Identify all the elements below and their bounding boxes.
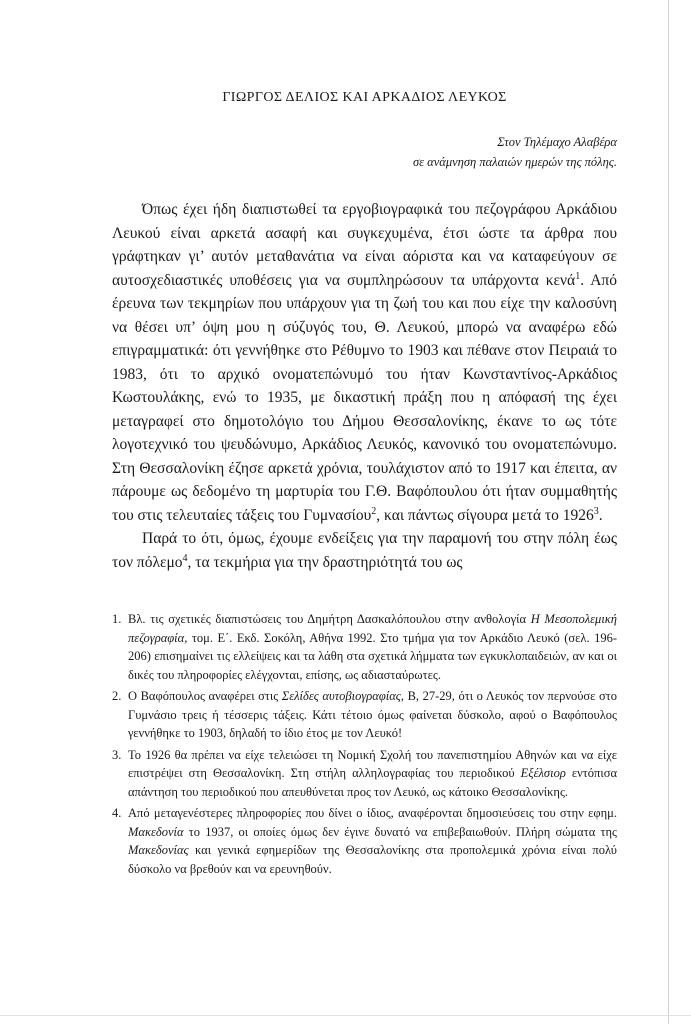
- paragraph-1-part-a: Όπως έχει ήδη διαπιστωθεί τα εργοβιογραφικά του πεζογράφου Αρκάδιου Λευκού είναι αρκετά ασαφή και συγκεχυμένα, έτσι ώστε τα άρθρα που γράφτηκαν γι’ αυτόν μεταθανάτια να είναι αόριστα και να καταφεύγουν σε αυτοσχεδιαστικές υποθέσεις για να συμπληρώσουν τα υπάρχοντα κενά: [112, 201, 617, 289]
- dedication: [112, 132, 617, 172]
- page-edge-bottom: [0, 1015, 691, 1016]
- running-header: ΓΙΩΡΓΟΣ ΔΕΛΙΟΣ ΚΑΙ ΑΡΚΑΔΙΟΣ ΛΕΥΚΟΣ: [222, 90, 507, 105]
- footnote-text: και γενικά εφημερίδων της Θεσσαλονίκης στα προπολεμικά χρόνια είναι πολύ δύσκολο να βρεθούν και να ερευνηθούν.: [128, 843, 617, 876]
- footnote-text: , τομ. Ε΄. Εκδ. Σοκόλη, Αθήνα 1992. Στο τμήμα για τον Αρκάδιο Λευκό (σελ. 196-206) επισημαίνει τις ελλείψεις και τα λάθη στα σχετικά λήμματα των εγκυκλοπαιδειών, αν και οι δικές του πληροφορίες ελέγχονται, επίσης, ως αδιασταύρωτες.: [128, 630, 617, 682]
- footnotes: [112, 610, 617, 878]
- footnote-text: , Β, 27-29, ότι ο Λευκός τον περνούσε στο Γυμνάσιο τρεις ή τέσσερις τάξεις. Κάτι τέτοιο όμως φαίνεται δύσκολο, αφού ο Βαφόπουλος γεννήθηκε το 1903, δηλαδή το ίδιο έτος με τον Λευκό!: [128, 689, 617, 740]
- footnote-ref-4: 4: [182, 552, 188, 564]
- footnote-text: Το 1926 θα πρέπει να είχε τελειώσει τη Νομική Σχολή του πανεπιστημίου Αθηνών και να είχε επιστρέψει στη Θεσσαλονίκη. Στη στήλη αλληλογραφίας του περιοδικού: [128, 747, 617, 780]
- body-text: [112, 198, 617, 574]
- footnote-italic: Σελίδες αυτοβιογραφίας: [281, 689, 401, 703]
- footnote-number: 3.: [112, 747, 122, 762]
- footnote-text: εντόπισα απάντηση του περιοδικού που απευθύνεται προς τον Λευκό, ως κάτοικο Θεσσαλονίκης.: [128, 766, 618, 799]
- page-edge-right: [668, 0, 669, 1024]
- footnote-text: Ο Βαφόπουλος αναφέρει στις: [128, 689, 282, 703]
- paragraph-1-part-c: , και πάντως σίγουρα μετά το 1926: [376, 506, 594, 524]
- footnote-italic: Μακεδονίας: [128, 843, 189, 857]
- paragraph-2-part-a: Παρά το ότι, όμως, έχουμε ενδείξεις για την παραμονή του στην πόλη έως τον πόλεμο: [112, 530, 617, 571]
- footnote-4: [112, 804, 617, 878]
- footnote-italic: Εξέλσιορ: [520, 766, 566, 780]
- footnote-text: Βλ. τις σχετικές διαπιστώσεις του Δημήτρη Δασκαλόπουλου στην ανθολογία: [128, 612, 531, 626]
- footnote-italic: Η Μεσοπολεμική πεζογραφία: [128, 612, 617, 645]
- paragraph-1: [112, 198, 617, 527]
- footnote-ref-2: 2: [371, 505, 377, 517]
- footnote-2: [112, 687, 617, 743]
- footnote-number: 1.: [112, 612, 122, 626]
- footnote-italic: Μακεδονία: [128, 824, 184, 839]
- footnote-ref-3: 3: [593, 505, 599, 517]
- paragraph-1-part-b: . Από έρευνα των τεκμηρίων που υπάρχουν για τη ζωή του και που είχε την καλοσύνη να θέσει υπ’ όψη μου η σύζυγός του, Θ. Λευκού, μπορώ να αναφέρω εδώ επιγραμματικά: ότι γεννήθηκε στο Ρέθυμνο το 1903 και πέθανε στον Πειραιά το 1983, ότι το αρχικό ονοματεπώνυμό του ήταν Κωνσταντίνος-Αρκάδιος Κωστουλάκης, ενώ το 1935, με δικαστική πράξη που η απόφασή της έχει μεταγραφεί στο δημοτολόγιο του Δήμου Θεσσαλονίκης, έκανε το ως τότε λογοτεχνικό του ψευδώνυμο, Αρκάδιος Λευκός, κανονικό του ονοματεπώνυμο. Στη Θεσσαλονίκη έζησε αρκετά χρόνια, τουλάχιστον από το 1917 και έπειτα, αν πάρουμε ως δεδομένο τη μαρτυρία του Γ.Θ. Βαφόπουλου ότι ήταν συμμαθητής του στις τελευταίες τάξεις του Γυμνασίου: [112, 271, 617, 524]
- paragraph-2: [112, 527, 617, 574]
- dedication-line-1: Στον Τηλέμαχο Αλαβέρα: [497, 135, 617, 149]
- dedication-line-2: σε ανάμνηση παλαιών ημερών της πόλης.: [412, 155, 617, 169]
- paragraph-1-part-d: .: [598, 506, 603, 524]
- footnote-number: 2.: [112, 689, 122, 703]
- paragraph-2-part-b: , τα τεκμήρια για την δραστηριότητά του ως: [187, 553, 463, 571]
- page-content: [112, 90, 617, 881]
- footnote-ref-1: 1: [575, 270, 581, 282]
- footnote-3: [112, 746, 617, 802]
- footnote-number: 4.: [112, 806, 122, 820]
- footnote-text: Από μεταγενέστερες πληροφορίες που δίνει ο ίδιος, αναφέρονται δημοσιεύσεις του στην εφημ.: [128, 806, 617, 820]
- footnote-1: [112, 610, 617, 684]
- footnote-text: το 1937, οι οποίες όμως δεν έγινε δυνατό να επιβεβαιωθούν. Πλήρη σώματα της: [183, 824, 617, 839]
